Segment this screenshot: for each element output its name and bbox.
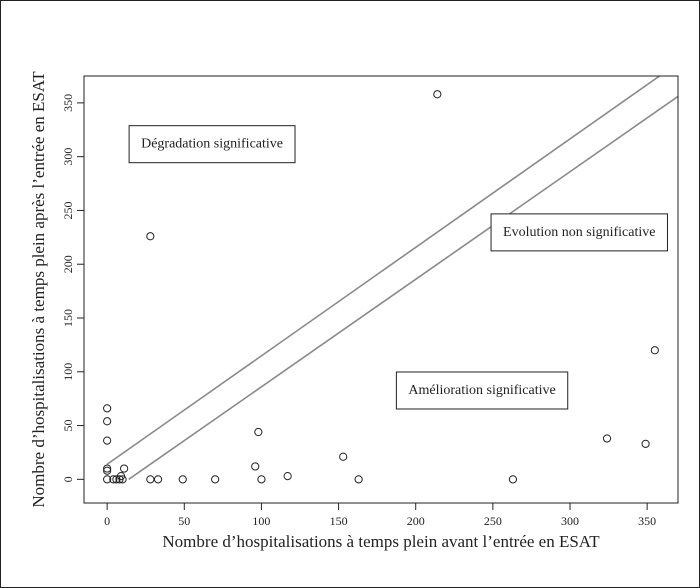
data-point xyxy=(104,437,111,444)
x-tick-label: 150 xyxy=(329,514,348,528)
x-tick-label: 300 xyxy=(561,514,579,528)
x-tick-label: 200 xyxy=(406,514,425,528)
data-point xyxy=(258,476,265,483)
y-tick-label: 250 xyxy=(61,201,75,220)
data-point xyxy=(603,435,610,442)
scatter-chart xyxy=(1,1,699,587)
x-tick-label: 50 xyxy=(178,514,191,528)
data-point xyxy=(642,440,649,447)
annotation-label: Evolution non significative xyxy=(503,224,656,240)
x-tick-label: 100 xyxy=(252,514,271,528)
data-point xyxy=(179,476,186,483)
annotation-label: Amélioration significative xyxy=(408,382,556,398)
y-tick-label: 150 xyxy=(61,309,75,328)
annotation-label: Dégradation significative xyxy=(141,136,284,152)
x-tick-label: 250 xyxy=(483,514,502,528)
y-tick-label: 300 xyxy=(61,147,75,166)
data-point xyxy=(104,418,111,425)
y-tick-label: 0 xyxy=(61,476,75,483)
x-axis-title: Nombre d’hospitalisations à temps plein avant l’entrée en ESAT xyxy=(162,532,600,551)
data-point xyxy=(154,476,161,483)
y-tick-label: 200 xyxy=(61,255,75,274)
data-point xyxy=(340,453,347,460)
data-point xyxy=(147,233,154,240)
y-tick-label: 100 xyxy=(61,362,75,381)
data-point xyxy=(255,428,262,435)
x-tick-label: 350 xyxy=(638,514,657,528)
data-point xyxy=(355,476,362,483)
data-point xyxy=(284,473,291,480)
data-point xyxy=(121,465,128,472)
data-point xyxy=(434,91,441,98)
y-tick-label: 50 xyxy=(61,419,75,432)
x-tick-label: 0 xyxy=(104,514,111,528)
data-point xyxy=(651,347,658,354)
data-point xyxy=(147,476,154,483)
data-point xyxy=(212,476,219,483)
data-point xyxy=(252,463,259,470)
data-point xyxy=(104,405,111,412)
y-axis-title: Nombre d’hospitalisations à temps plein après l’entrée en ESAT xyxy=(29,71,48,508)
y-tick-label: 350 xyxy=(61,93,75,112)
data-point xyxy=(509,476,516,483)
